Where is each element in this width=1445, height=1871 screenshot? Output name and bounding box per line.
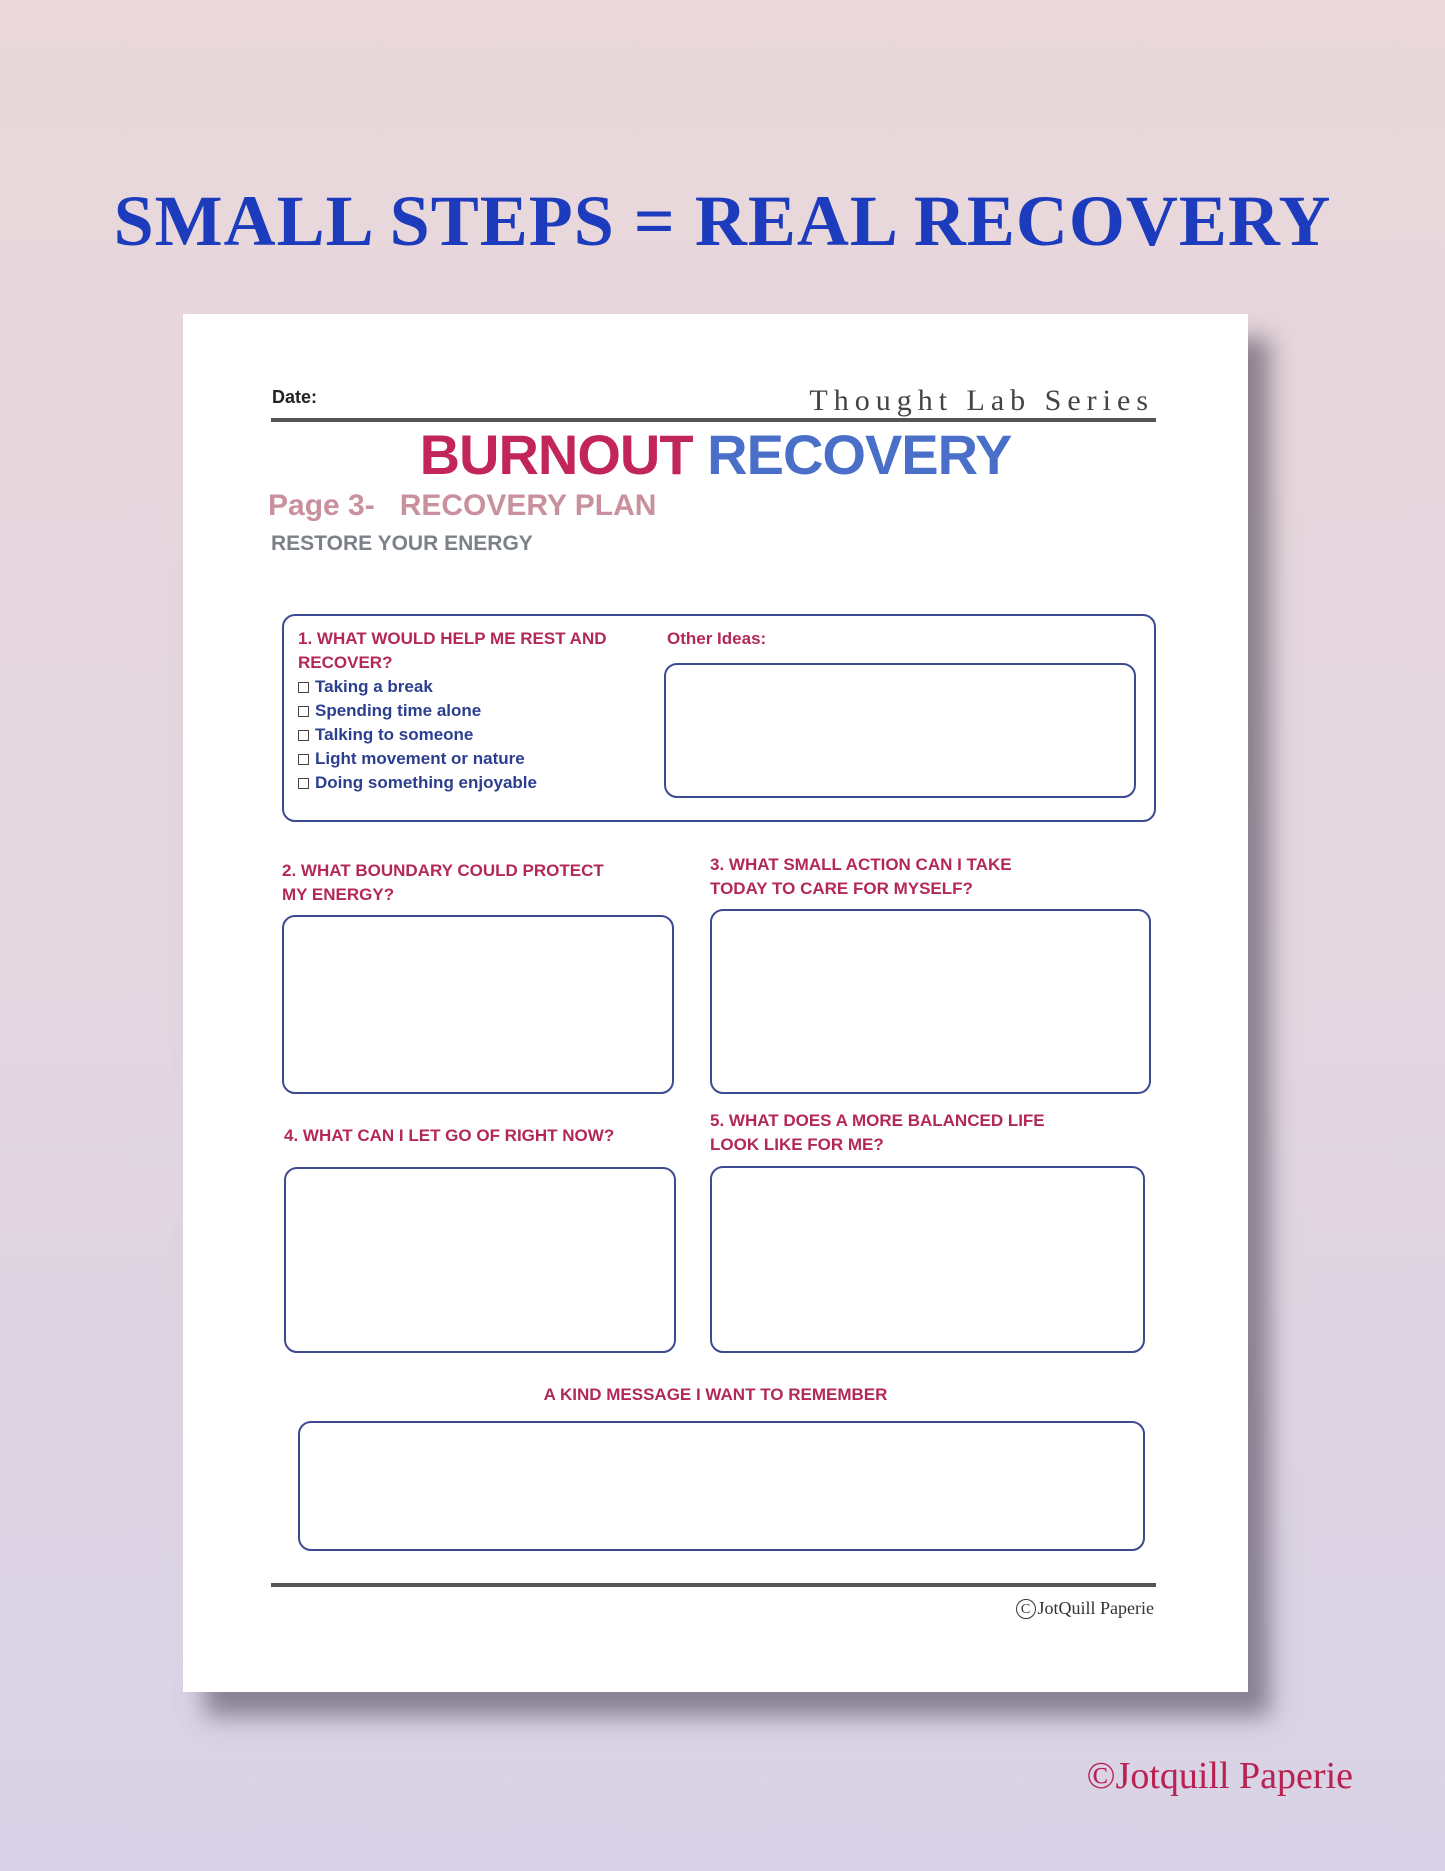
title-recovery: RECOVERY [707,423,1012,486]
option-talking[interactable]: Talking to someone [298,723,537,747]
answer-box-5[interactable] [710,1166,1145,1353]
other-ideas-label: Other Ideas: [667,629,767,648]
kind-message-box[interactable] [298,1421,1145,1551]
question-1: 1. WHAT WOULD HELP ME REST AND RECOVER? [298,629,607,672]
checkbox-icon[interactable] [298,706,309,717]
worksheet-page [183,314,1248,1692]
worksheet-copyright: C JotQuill Paperie [1016,1598,1154,1619]
option-enjoyable[interactable]: Doing something enjoyable [298,771,537,795]
page-label: Page 3- RECOVERY PLAN [268,489,657,522]
option-time-alone[interactable]: Spending time alone [298,699,537,723]
section1-panel [282,614,1156,822]
option-taking-break[interactable]: Taking a break [298,675,537,699]
question-2: 2. WHAT BOUNDARY COULD PROTECT MY ENERGY? [282,861,604,904]
headline: SMALL STEPS = REAL RECOVERY [113,181,1332,261]
answer-box-3[interactable] [710,909,1151,1094]
bottom-divider [271,1583,1156,1587]
checkbox-icon[interactable] [298,682,309,693]
rest-options-list [298,675,537,795]
answer-box-2[interactable] [282,915,674,1094]
series-title: Thought Lab Series [809,384,1154,417]
answer-box-4[interactable] [284,1167,676,1353]
subtitle: RESTORE YOUR ENERGY [271,532,533,555]
kind-message-label: A KIND MESSAGE I WANT TO REMEMBER [543,1385,888,1404]
date-label: Date: [272,387,318,407]
question-5: 5. WHAT DOES A MORE BALANCED LIFE LOOK LIKE FOR ME? [710,1111,1045,1154]
checkbox-icon[interactable] [298,754,309,765]
question-3: 3. WHAT SMALL ACTION CAN I TAKE TODAY TO CARE FOR MYSELF? [710,855,1012,898]
copyright-icon: C [1016,1599,1036,1619]
option-movement[interactable]: Light movement or nature [298,747,537,771]
checkbox-icon[interactable] [298,778,309,789]
brand-watermark: ©Jotquill Paperie [1086,1755,1353,1797]
title-burnout: BURNOUT [419,423,693,486]
checkbox-icon[interactable] [298,730,309,741]
worksheet-title [183,422,1248,487]
other-ideas-field[interactable] [664,663,1136,798]
question-4: 4. WHAT CAN I LET GO OF RIGHT NOW? [284,1126,615,1145]
